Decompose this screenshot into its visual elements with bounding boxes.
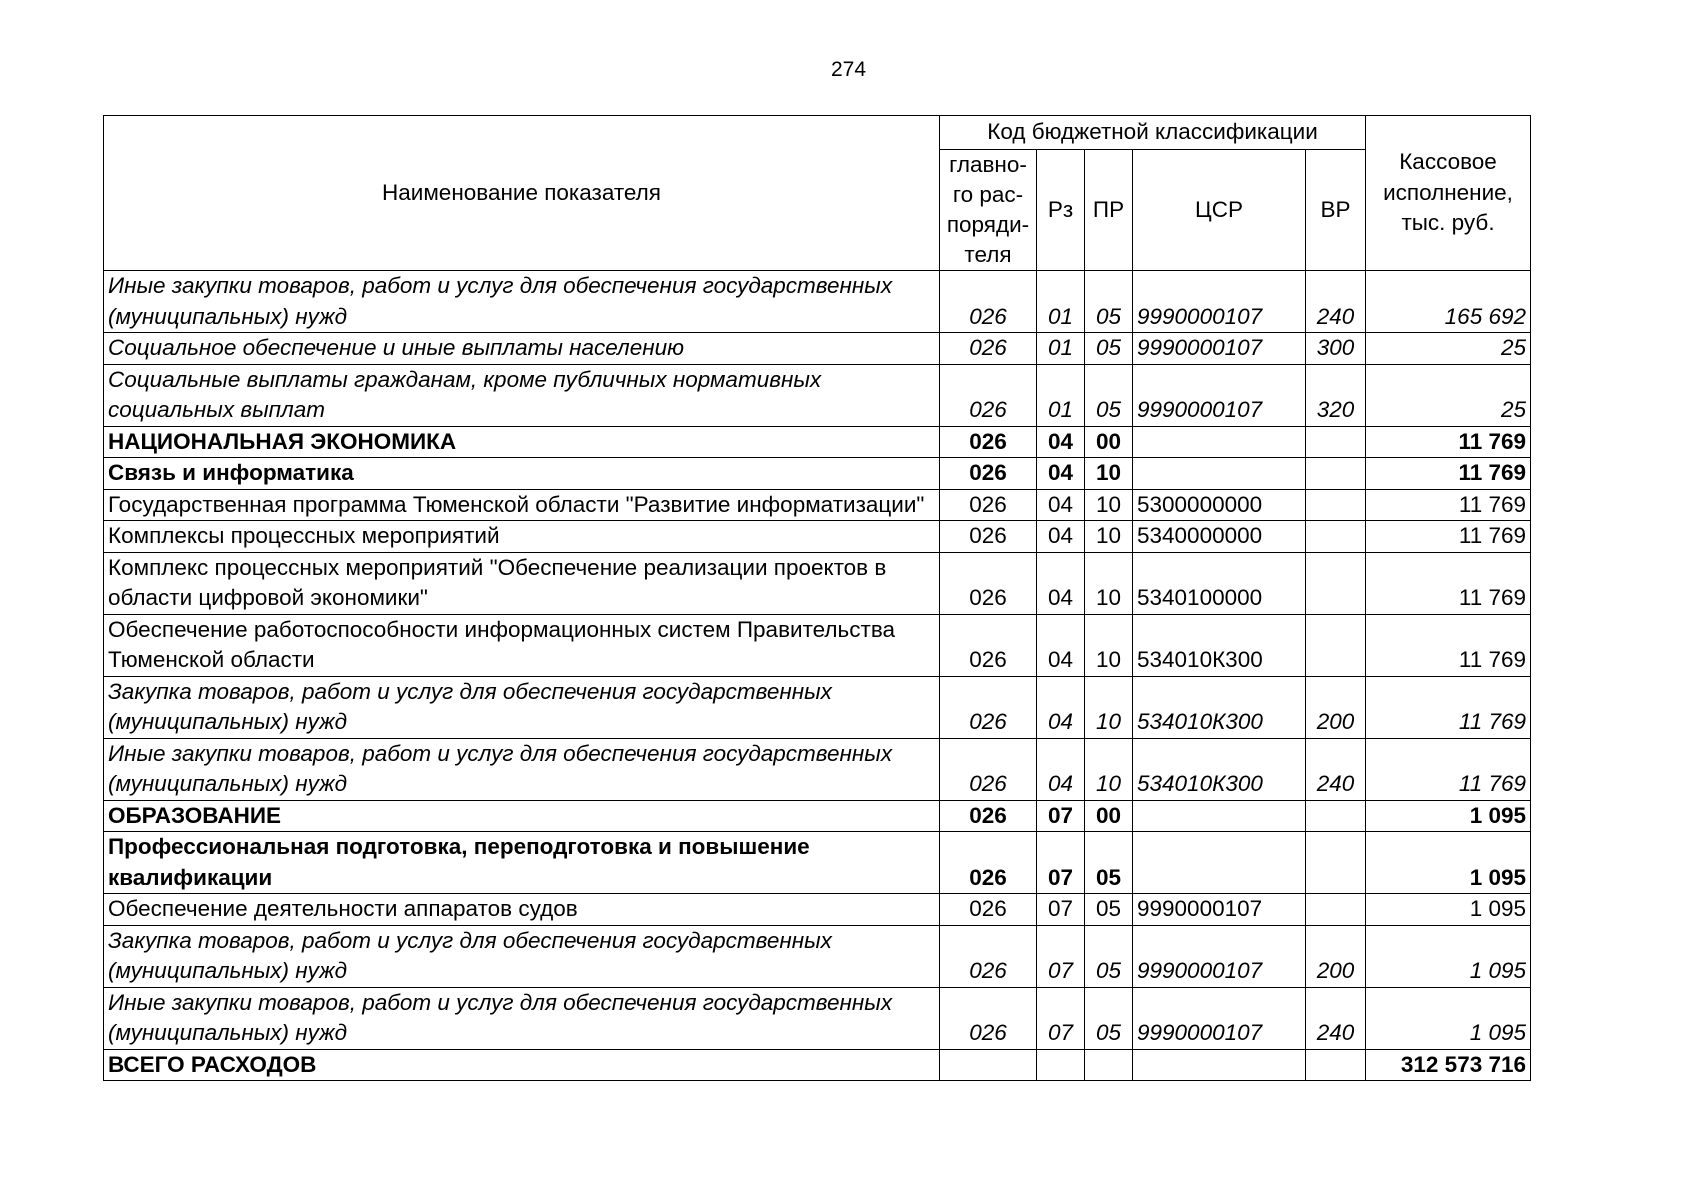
cell-gr: 026 [940, 364, 1037, 426]
cell-pr [1085, 1049, 1133, 1081]
cell-pr: 05 [1085, 333, 1133, 365]
cell-rz: 07 [1037, 987, 1085, 1049]
table-row [104, 364, 1531, 426]
cell-pr: 10 [1085, 489, 1133, 521]
cell-rz: 04 [1037, 426, 1085, 458]
cell-pr: 10 [1085, 552, 1133, 614]
table-body [104, 271, 1531, 1081]
cell-rz: 07 [1037, 894, 1085, 926]
cell-rz: 04 [1037, 676, 1085, 738]
table-row [104, 925, 1531, 987]
cell-vr [1306, 1049, 1366, 1081]
cell-name: Иные закупки товаров, работ и услуг для обеспечения государственных (муниципальных) нужд [104, 271, 940, 333]
cell-csr: 5340000000 [1133, 521, 1306, 553]
table-row [104, 552, 1531, 614]
cell-name: Государственная программа Тюменской области "Развитие информатизации" [104, 489, 940, 521]
table-row [104, 614, 1531, 676]
column-header-gr: главно-го рас-поряди-теля [940, 150, 1037, 271]
cell-amount: 11 769 [1366, 458, 1531, 490]
cell-gr: 026 [940, 925, 1037, 987]
table-row [104, 271, 1531, 333]
cell-pr: 05 [1085, 832, 1133, 894]
table-row [104, 987, 1531, 1049]
table-row [104, 426, 1531, 458]
table-row [104, 738, 1531, 800]
cell-amount: 11 769 [1366, 426, 1531, 458]
cell-amount: 1 095 [1366, 832, 1531, 894]
cell-vr [1306, 552, 1366, 614]
cell-pr: 10 [1085, 676, 1133, 738]
cell-amount: 1 095 [1366, 987, 1531, 1049]
cell-rz: 07 [1037, 832, 1085, 894]
cell-name: Закупка товаров, работ и услуг для обеспечения государственных (муниципальных) нужд [104, 925, 940, 987]
cell-name: Иные закупки товаров, работ и услуг для обеспечения государственных (муниципальных) нужд [104, 987, 940, 1049]
cell-csr [1133, 1049, 1306, 1081]
cell-amount: 25 [1366, 333, 1531, 365]
cell-name: Связь и информатика [104, 458, 940, 490]
cell-pr: 05 [1085, 364, 1133, 426]
cell-rz [1037, 1049, 1085, 1081]
cell-gr [940, 1049, 1037, 1081]
cell-vr: 200 [1306, 925, 1366, 987]
cell-csr: 5340100000 [1133, 552, 1306, 614]
cell-gr: 026 [940, 832, 1037, 894]
cell-vr [1306, 521, 1366, 553]
cell-gr: 026 [940, 521, 1037, 553]
cell-vr: 240 [1306, 738, 1366, 800]
cell-name: Профессиональная подготовка, переподготовка и повышение квалификации [104, 832, 940, 894]
column-header-vr: ВР [1306, 150, 1366, 271]
cell-amount: 11 769 [1366, 552, 1531, 614]
cell-gr: 026 [940, 552, 1037, 614]
cell-gr: 026 [940, 800, 1037, 832]
cell-name: ВСЕГО РАСХОДОВ [104, 1049, 940, 1081]
cell-gr: 026 [940, 894, 1037, 926]
cell-vr [1306, 894, 1366, 926]
column-header-pr: ПР [1085, 150, 1133, 271]
cell-pr: 05 [1085, 894, 1133, 926]
cell-amount: 11 769 [1366, 489, 1531, 521]
cell-rz: 04 [1037, 489, 1085, 521]
column-header-name: Наименование показателя [104, 116, 940, 271]
table-row [104, 521, 1531, 553]
cell-amount: 11 769 [1366, 614, 1531, 676]
cell-vr: 300 [1306, 333, 1366, 365]
cell-amount: 312 573 716 [1366, 1049, 1531, 1081]
cell-amount: 1 095 [1366, 925, 1531, 987]
cell-csr [1133, 458, 1306, 490]
cell-amount: 165 692 [1366, 271, 1531, 333]
cell-amount: 11 769 [1366, 676, 1531, 738]
cell-name: НАЦИОНАЛЬНАЯ ЭКОНОМИКА [104, 426, 940, 458]
cell-gr: 026 [940, 271, 1037, 333]
cell-rz: 04 [1037, 738, 1085, 800]
cell-vr [1306, 426, 1366, 458]
cell-pr: 10 [1085, 458, 1133, 490]
cell-csr: 9990000107 [1133, 925, 1306, 987]
cell-csr: 534010К300 [1133, 676, 1306, 738]
column-header-csr: ЦСР [1133, 150, 1306, 271]
cell-pr: 10 [1085, 738, 1133, 800]
column-header-amount: Кассовое исполнение, тыс. руб. [1366, 116, 1531, 271]
cell-rz: 04 [1037, 521, 1085, 553]
cell-csr: 9990000107 [1133, 987, 1306, 1049]
cell-csr: 534010К300 [1133, 614, 1306, 676]
cell-csr: 9990000107 [1133, 364, 1306, 426]
table-row [104, 894, 1531, 926]
table-row [104, 489, 1531, 521]
cell-name: Комплексы процессных мероприятий [104, 521, 940, 553]
cell-rz: 04 [1037, 552, 1085, 614]
cell-gr: 026 [940, 987, 1037, 1049]
page-number: 274 [830, 58, 867, 81]
cell-csr [1133, 832, 1306, 894]
column-group-header-code: Код бюджетной классификации [940, 116, 1366, 150]
cell-pr: 10 [1085, 614, 1133, 676]
budget-table [103, 115, 1531, 1081]
cell-csr: 9990000107 [1133, 333, 1306, 365]
cell-rz: 01 [1037, 271, 1085, 333]
cell-csr: 9990000107 [1133, 271, 1306, 333]
cell-pr: 10 [1085, 521, 1133, 553]
cell-rz: 07 [1037, 925, 1085, 987]
cell-csr: 5300000000 [1133, 489, 1306, 521]
cell-gr: 026 [940, 333, 1037, 365]
table-row [104, 676, 1531, 738]
cell-gr: 026 [940, 458, 1037, 490]
cell-rz: 04 [1037, 614, 1085, 676]
cell-csr: 534010К300 [1133, 738, 1306, 800]
table-row [104, 800, 1531, 832]
cell-gr: 026 [940, 426, 1037, 458]
cell-gr: 026 [940, 738, 1037, 800]
cell-pr: 05 [1085, 925, 1133, 987]
table-row [104, 458, 1531, 490]
cell-vr [1306, 800, 1366, 832]
cell-name: Социальное обеспечение и иные выплаты населению [104, 333, 940, 365]
cell-name: Комплекс процессных мероприятий "Обеспечение реализации проектов в области цифровой экономики" [104, 552, 940, 614]
cell-name: Обеспечение деятельности аппаратов судов [104, 894, 940, 926]
cell-vr: 200 [1306, 676, 1366, 738]
cell-rz: 04 [1037, 458, 1085, 490]
cell-gr: 026 [940, 489, 1037, 521]
cell-pr: 05 [1085, 987, 1133, 1049]
cell-csr: 9990000107 [1133, 894, 1306, 926]
cell-pr: 00 [1085, 426, 1133, 458]
table-row [104, 832, 1531, 894]
cell-vr [1306, 458, 1366, 490]
cell-name: ОБРАЗОВАНИЕ [104, 800, 940, 832]
cell-vr: 240 [1306, 271, 1366, 333]
cell-amount: 11 769 [1366, 521, 1531, 553]
table-row [104, 333, 1531, 365]
cell-vr [1306, 832, 1366, 894]
cell-pr: 05 [1085, 271, 1133, 333]
cell-amount: 11 769 [1366, 738, 1531, 800]
cell-name: Закупка товаров, работ и услуг для обеспечения государственных (муниципальных) нужд [104, 676, 940, 738]
cell-vr [1306, 489, 1366, 521]
cell-vr: 320 [1306, 364, 1366, 426]
cell-rz: 01 [1037, 333, 1085, 365]
cell-amount: 25 [1366, 364, 1531, 426]
cell-pr: 00 [1085, 800, 1133, 832]
cell-vr [1306, 614, 1366, 676]
table-row [104, 1049, 1531, 1081]
cell-amount: 1 095 [1366, 894, 1531, 926]
column-header-rz: Рз [1037, 150, 1085, 271]
cell-rz: 07 [1037, 800, 1085, 832]
cell-vr: 240 [1306, 987, 1366, 1049]
cell-rz: 01 [1037, 364, 1085, 426]
cell-amount: 1 095 [1366, 800, 1531, 832]
cell-gr: 026 [940, 614, 1037, 676]
cell-name: Социальные выплаты гражданам, кроме публичных нормативных социальных выплат [104, 364, 940, 426]
cell-name: Иные закупки товаров, работ и услуг для обеспечения государственных (муниципальных) нужд [104, 738, 940, 800]
cell-name: Обеспечение работоспособности информационных систем Правительства Тюменской области [104, 614, 940, 676]
cell-gr: 026 [940, 676, 1037, 738]
cell-csr [1133, 426, 1306, 458]
cell-csr [1133, 800, 1306, 832]
table-header [104, 116, 1531, 271]
